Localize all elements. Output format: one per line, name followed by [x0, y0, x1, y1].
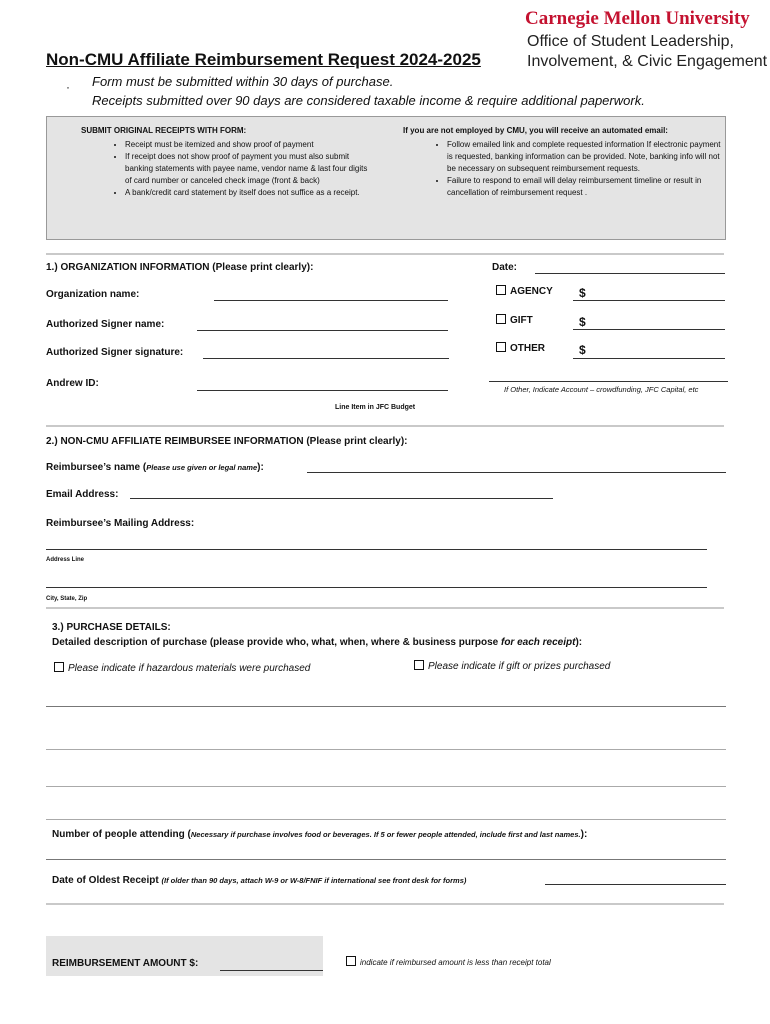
signer-signature-field[interactable] [203, 358, 449, 359]
oldest-receipt-text: Date of Oldest Receipt [52, 875, 159, 886]
description-label [52, 637, 582, 648]
other-option[interactable] [496, 342, 545, 354]
less-than-total-checkbox[interactable] [346, 956, 356, 966]
note-bullet: · [66, 80, 70, 94]
divider [46, 607, 724, 609]
people-attending-label [52, 829, 587, 840]
address-line-field[interactable] [46, 549, 707, 550]
less-than-total-label: indicate if reimbursed amount is less than receipt total [360, 958, 551, 967]
gift-prize-option[interactable] [414, 660, 610, 672]
description-line[interactable] [46, 749, 726, 750]
office-line-2: Involvement, & Civic Engagement [527, 53, 768, 70]
oldest-receipt-hint: (If older than 90 days, attach W-9 or W-8/FNIF if international see front desk for forms) [161, 876, 467, 885]
people-attending-hint: Necessary if purchase involves food or beverages. If 5 or fewer people attended, include first and last names. [190, 830, 581, 839]
section1-heading: 1.) ORGANIZATION INFORMATION (Please print clearly): [46, 262, 314, 273]
signer-name-label: Authorized Signer name: [46, 319, 165, 330]
mailing-address-label: Reimbursee’s Mailing Address: [46, 518, 195, 529]
signer-signature-label: Authorized Signer signature: [46, 347, 184, 358]
office-line-1: Office of Student Leadership, [527, 33, 734, 50]
gift-option[interactable] [496, 314, 533, 326]
people-attending-end: ): [580, 829, 588, 840]
divider [46, 253, 724, 255]
reimbursee-name-field[interactable] [307, 472, 726, 473]
receipt-item: • Receipt must be itemized and show proof of payment [125, 139, 371, 151]
email-heading: If you are not employed by CMU, you will receive an automated email: [403, 126, 668, 135]
oldest-receipt-field[interactable] [545, 884, 726, 885]
receipt-item: • If receipt does not show proof of payment you must also submit banking statements with payee name, vendor name & last four digits of card number or canceled check image (front & back) [125, 151, 371, 187]
gift-label: GIFT [510, 315, 533, 326]
email-item: • Failure to respond to email will delay reimbursement timeline or result in cancellation of reimbursement request . [447, 175, 721, 199]
description-italic: for each receipt [500, 637, 576, 648]
org-name-field[interactable] [214, 300, 448, 301]
cmu-logo: Carnegie Mellon University [525, 8, 750, 29]
description-end: ): [575, 637, 583, 648]
email-label: Email Address: [46, 489, 119, 500]
gift-checkbox[interactable] [496, 314, 506, 324]
email-item: • Follow emailed link and complete requested information If electronic payment is requested, banking information can be provided. Note, banking info will not be necessary on subsequent reimbursement requests. [447, 139, 721, 175]
date-field[interactable] [535, 273, 725, 274]
agency-checkbox[interactable] [496, 285, 506, 295]
hazard-option[interactable] [54, 662, 310, 674]
other-account-field[interactable] [489, 381, 728, 382]
hazard-checkbox[interactable] [54, 662, 64, 672]
agency-option[interactable] [496, 285, 553, 297]
page-title: Non-CMU Affiliate Reimbursement Request 2024-2025 [46, 50, 481, 69]
gift-dollar: $ [579, 315, 586, 329]
oldest-receipt-label [52, 875, 466, 886]
less-than-total-option[interactable] [346, 956, 551, 967]
receipt-heading: SUBMIT ORIGINAL RECEIPTS WITH FORM: [81, 126, 247, 135]
date-label: Date: [492, 262, 518, 273]
divider [46, 903, 724, 905]
description-line[interactable] [46, 786, 726, 787]
office-name [527, 32, 767, 72]
city-state-zip-caption: City, State, Zip [46, 596, 88, 602]
reimbursee-name-end: ): [257, 462, 264, 473]
people-attending-field[interactable] [46, 859, 726, 860]
note-30-days: Form must be submitted within 30 days of purchase. [92, 74, 394, 89]
andrew-id-field[interactable] [197, 390, 448, 391]
reimbursement-amount-label: REIMBURSEMENT AMOUNT $: [52, 958, 199, 969]
divider [46, 425, 724, 427]
other-label: OTHER [510, 343, 545, 354]
other-amount-field[interactable] [573, 358, 725, 359]
org-name-label: Organization name: [46, 289, 140, 300]
hazard-label: Please indicate if hazardous materials were purchased [68, 663, 311, 674]
line-item-label: Line Item in JFC Budget [335, 404, 416, 411]
receipt-instructions [81, 125, 371, 199]
address-line-caption: Address Line [46, 557, 85, 563]
people-attending-text: Number of people attending ( [52, 829, 191, 840]
gift-amount-field[interactable] [573, 329, 725, 330]
reimbursee-name-hint: Please use given or legal name [146, 463, 258, 472]
section3-heading: 3.) PURCHASE DETAILS: [52, 622, 171, 633]
gift-prize-checkbox[interactable] [414, 660, 424, 670]
reimbursee-name-text: Reimbursee’s name ( [46, 462, 147, 473]
signer-name-field[interactable] [197, 330, 448, 331]
description-line[interactable] [46, 819, 726, 820]
email-instructions [403, 125, 721, 199]
description-text: Detailed description of purchase (please provide who, what, when, where & business purpose [52, 637, 501, 648]
other-account-note: If Other, Indicate Account – crowdfunding, JFC Capital, etc [504, 385, 699, 394]
reimbursement-amount-field[interactable] [220, 970, 323, 971]
agency-label: AGENCY [510, 286, 553, 297]
receipt-item: • A bank/credit card statement by itself does not suffice as a receipt. [125, 187, 371, 199]
agency-amount-field[interactable] [573, 300, 725, 301]
andrew-id-label: Andrew ID: [46, 378, 99, 389]
reimbursee-name-label [46, 462, 264, 473]
city-state-zip-field[interactable] [46, 587, 707, 588]
section2-heading: 2.) NON-CMU AFFILIATE REIMBURSEE INFORMATION (Please print clearly): [46, 436, 408, 447]
agency-dollar: $ [579, 286, 586, 300]
instructions-box [46, 116, 726, 240]
gift-prize-label: Please indicate if gift or prizes purchased [428, 661, 611, 672]
other-checkbox[interactable] [496, 342, 506, 352]
email-field[interactable] [130, 498, 553, 499]
note-90-days: Receipts submitted over 90 days are considered taxable income & require additional paperwork. [92, 93, 645, 108]
description-line[interactable] [46, 706, 726, 707]
other-dollar: $ [579, 343, 586, 357]
